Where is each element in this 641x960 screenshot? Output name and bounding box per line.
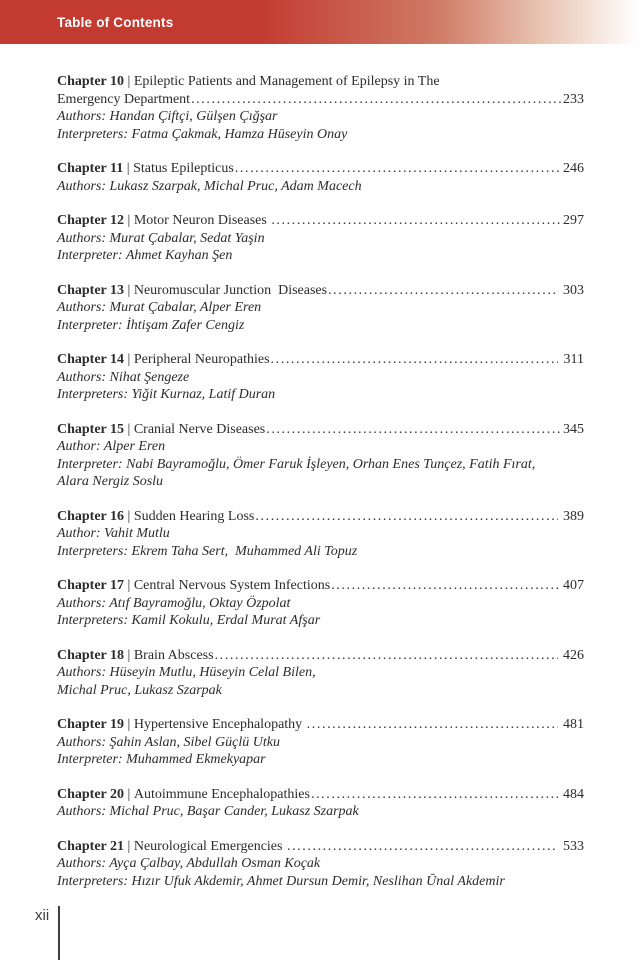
- chapter-number: Chapter 11: [57, 161, 124, 176]
- chapter-number: Chapter 14: [57, 352, 125, 367]
- chapter-number: Chapter 12: [57, 213, 125, 228]
- header-bar: [0, 0, 641, 44]
- toc-entry: [57, 647, 584, 700]
- toc-entry: [57, 786, 584, 821]
- chapter-number: Chapter 18: [57, 647, 125, 663]
- dot-leader: [191, 91, 561, 109]
- dot-leader: [307, 716, 558, 734]
- chapter-title: Neurological Emergencies: [133, 838, 286, 854]
- chapter-title: Motor Neuron Diseases: [133, 213, 271, 228]
- chapter-title-rest: Emergency Department: [57, 91, 191, 107]
- toc-entry: [57, 282, 584, 335]
- dot-leader: [328, 282, 557, 300]
- credit-line: Author: Alper Eren: [57, 439, 166, 454]
- chapter-separator: |: [124, 282, 134, 298]
- chapter-title-line: [57, 282, 584, 300]
- toc-entry: [57, 421, 584, 491]
- chapter-number: Chapter 16: [57, 508, 125, 524]
- page-number: 481: [559, 717, 584, 732]
- page-number: 246: [563, 161, 584, 176]
- toc-entry: [57, 838, 584, 891]
- toc-entry: [57, 212, 584, 265]
- chapter-title-continuation: [57, 91, 584, 109]
- credit-line: Interpreter: İhtişam Zafer Cengiz: [57, 317, 245, 333]
- page-number: 407: [563, 578, 584, 593]
- chapter-number: Chapter 10: [57, 74, 125, 89]
- dot-leader: [235, 160, 561, 178]
- chapter-separator: |: [124, 421, 134, 437]
- chapter-title: Sudden Hearing Loss: [133, 508, 255, 524]
- footer-page-number: xii: [35, 907, 50, 924]
- page-number: 297: [563, 213, 584, 228]
- chapter-title: Cranial Nerve Diseases: [133, 421, 266, 437]
- credit-line: Interpreter: Ahmet Kayhan Şen: [57, 248, 233, 263]
- page-number: 426: [559, 647, 584, 663]
- chapter-separator: |: [124, 352, 134, 367]
- chapter-separator: |: [123, 161, 134, 176]
- credit-line: Interpreters: Hızır Ufuk Akdemir, Ahmet Dursun Demir, Neslihan Ūnal Akdemir: [57, 873, 505, 889]
- credit-line: Interpreter: Nabi Bayramoğlu, Ömer Faruk İşleyen, Orhan Enes Tunçez, Fatih Fırat,: [57, 456, 536, 472]
- credit-line: Alara Nergiz Soslu: [57, 474, 164, 489]
- credit-line: Authors: Michal Pruc, Başar Cander, Lukasz Szarpak: [57, 804, 359, 819]
- chapter-title-line: [57, 577, 584, 595]
- chapter-separator: |: [124, 74, 134, 89]
- page-number: 311: [560, 352, 584, 367]
- page-number: 303: [559, 282, 584, 298]
- dot-leader: [266, 421, 561, 439]
- credit-line: Interpreters: Kamil Kokulu, Erdal Murat Afşar: [57, 613, 321, 628]
- chapter-number: Chapter 19: [57, 717, 125, 732]
- dot-leader: [331, 577, 561, 595]
- chapter-list: [57, 73, 584, 907]
- chapter-title-line: [57, 421, 584, 439]
- toc-entry: [57, 73, 584, 143]
- credit-line: Authors: Hüseyin Mutlu, Hüseyin Celal Bilen,: [57, 665, 316, 680]
- chapter-separator: |: [124, 838, 134, 854]
- dot-leader: [271, 351, 558, 369]
- credit-line: Interpreters: Fatma Çakmak, Hamza Hūseyin Onay: [57, 126, 348, 142]
- chapter-number: Chapter 17: [57, 578, 125, 593]
- chapter-separator: |: [124, 647, 134, 663]
- credit-line: Authors: Atıf Bayramoğlu, Oktay Özpolat: [57, 595, 291, 611]
- chapter-separator: |: [124, 717, 134, 732]
- credit-line: Authors: Ayça Çalbay, Abdullah Osman Koçak: [57, 856, 321, 871]
- chapter-title-line: [57, 838, 584, 856]
- chapter-title-line: [57, 73, 584, 91]
- chapter-title-line: [57, 647, 584, 665]
- chapter-number: Chapter 15: [57, 421, 125, 437]
- chapter-title: Autoimmune Encephalopathies: [133, 786, 310, 802]
- chapter-title: Epileptic Patients and Management of Epilepsy in The: [133, 74, 440, 89]
- credit-line: Author: Vahit Mutlu: [57, 526, 170, 541]
- chapter-title: Central Nervous System Infections: [133, 578, 331, 593]
- credit-line: Interpreter: Muhammed Ekmekyapar: [57, 752, 266, 767]
- credit-line: Interpreters: Ekrem Taha Sert, Muhammed Ali Topuz: [57, 543, 358, 559]
- credit-line: Authors: Nihat Şengeze: [57, 369, 190, 385]
- page-number: 233: [563, 91, 584, 107]
- footer-vertical-rule: [58, 906, 60, 960]
- page-number: 389: [559, 508, 584, 524]
- chapter-separator: |: [124, 508, 134, 524]
- chapter-title-line: [57, 351, 584, 369]
- chapter-number: Chapter 21: [57, 838, 125, 854]
- toc-entry: [57, 160, 584, 195]
- chapter-title: Hypertensive Encephalopathy: [133, 717, 306, 732]
- chapter-title-line: [57, 786, 584, 804]
- chapter-title: Neuromuscular Junction Diseases: [133, 282, 328, 298]
- chapter-title-line: [57, 716, 584, 734]
- header-title: Table of Contents: [57, 15, 174, 30]
- credit-line: Authors: Murat Çabalar, Sedat Yaşin: [57, 230, 265, 246]
- toc-entry: [57, 716, 584, 769]
- credit-line: Authors: Handan Çiftçi, Gülşen Çığşar: [57, 109, 278, 124]
- credit-line: Michal Pruc, Lukasz Szarpak: [57, 682, 222, 698]
- page-number: 345: [563, 421, 584, 437]
- chapter-title-line: [57, 212, 584, 230]
- chapter-separator: |: [124, 213, 134, 228]
- chapter-title: Peripheral Neuropathies: [133, 352, 270, 367]
- dot-leader: [311, 786, 558, 804]
- dot-leader: [271, 212, 561, 230]
- chapter-title-line: [57, 508, 584, 526]
- chapter-title: Brain Abscess: [133, 647, 214, 663]
- chapter-number: Chapter 20: [57, 786, 125, 802]
- toc-entry: [57, 577, 584, 630]
- credit-line: Interpreters: Yiğit Kurnaz, Latif Duran: [57, 387, 276, 402]
- chapter-separator: |: [124, 786, 134, 802]
- credit-line: Authors: Murat Çabalar, Alper Eren: [57, 300, 262, 315]
- credit-line: Authors: Lukasz Szarpak, Michal Pruc, Adam Macech: [57, 178, 362, 194]
- chapter-number: Chapter 13: [57, 282, 125, 298]
- credit-line: Authors: Şahin Aslan, Sibel Güçlü Utku: [57, 734, 280, 750]
- dot-leader: [287, 838, 558, 856]
- chapter-title: Status Epilepticus: [133, 161, 234, 176]
- page-number: 533: [559, 838, 584, 854]
- chapter-separator: |: [124, 578, 134, 593]
- dot-leader: [215, 647, 558, 665]
- toc-entry: [57, 508, 584, 561]
- chapter-title-line: [57, 160, 584, 178]
- dot-leader: [255, 508, 557, 526]
- toc-entry: [57, 351, 584, 404]
- page-number: 484: [559, 786, 584, 802]
